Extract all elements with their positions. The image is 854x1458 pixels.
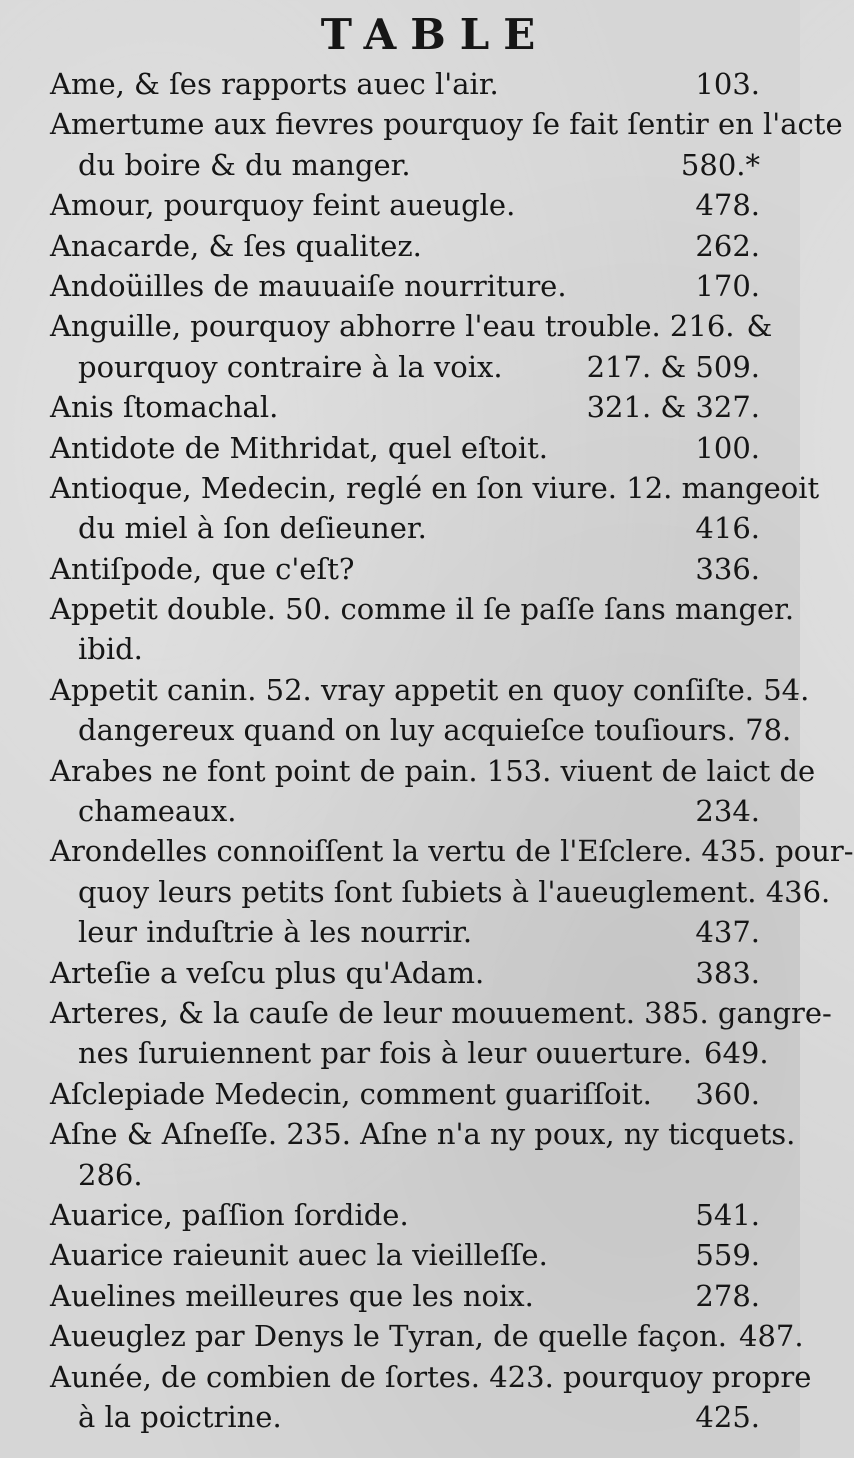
page-reference: 103. [695,67,760,101]
entry-line [50,226,760,266]
index-entry [50,468,820,549]
entry-continuation-line [50,791,760,831]
entry-text: leur induſtrie à les nourrir. [78,915,473,950]
entry-line [50,1357,812,1397]
entry-text: Amertume aux fievres pourquoy ſe fait ſentir en l'acte [50,107,843,142]
entry-text: 286. [78,1157,143,1192]
page-reference: 170. [695,268,760,303]
entry-line [50,1114,796,1154]
entry-line [50,549,760,589]
entry-line [50,1235,760,1275]
page-reference: & [746,309,773,344]
entry-line [50,185,760,225]
page-reference: 437. [695,915,760,950]
entry-text: nes ſuruiennent par fois à leur ouuerture. [78,1036,693,1071]
entry-line [50,751,816,791]
entry-line [50,468,820,508]
entry-line [50,1276,760,1316]
entry-text: Auarice, paſſion ſordide. [50,1197,409,1232]
entry-line [50,1074,760,1114]
entry-text: dangereux quand on luy acquieſce touſiours. 78. [78,713,792,748]
page-reference: 360. [695,1076,760,1111]
page-reference: 559. [695,1238,760,1273]
page-header: TABLE [320,10,550,59]
index-entry [50,589,795,670]
entry-continuation-line [50,710,792,750]
page-reference: 321. & 327. [586,390,760,425]
entry-text: ibid. [78,632,143,667]
index-entry [50,1357,812,1438]
page-reference: 383. [695,955,760,990]
entry-text: du boire & du manger. [78,147,411,182]
index-entry [50,306,773,387]
entry-continuation-line [50,1397,760,1437]
entry-line [50,64,760,104]
page-reference: 234. [695,794,760,829]
entry-continuation-line [50,1155,760,1195]
entry-text: à la poictrine. [78,1399,282,1434]
index-entry [50,1074,760,1114]
entry-continuation-line [50,347,760,387]
entry-line [50,306,773,346]
entry-text: Arabes ne font point de pain. 153. viuent de laict de [50,753,816,788]
entry-text: Aunée, de combien de ſortes. 423. pourquoy propre [50,1359,812,1394]
page-reference: 541. [695,1197,760,1232]
entry-text: Antiſpode, que c'eſt? [50,551,355,586]
entry-text: Arteres, & la cauſe de leur mouuement. 385. gangre- [50,995,832,1030]
entry-text: Arondelles connoiſſent la vertu de l'Eſclere. 435. pour- [50,834,854,869]
entry-text: Aſclepiade Medecin, comment guariſſoit. [50,1076,652,1111]
entry-text: Antidote de Mithridat, quel eſtoit. [50,430,548,465]
index-entry [50,831,854,952]
page-reference: 425. [695,1399,760,1434]
entry-continuation-line [50,145,760,185]
index-entry [50,64,760,104]
entry-text: Anacarde, & ſes qualitez. [50,228,422,263]
index-entry [50,226,760,266]
index-entry [50,993,832,1074]
page-reference: 278. [695,1278,760,1313]
page-reference: 217. & 509. [586,349,760,384]
entry-text: Auarice raieunit auec la vieilleſſe. [50,1238,548,1273]
entry-line [50,1195,760,1235]
page-reference: 580.* [680,147,760,182]
entry-text: Auelines meilleures que les noix. [50,1278,534,1313]
entry-text: Anguille, pourquoy abhorre l'eau trouble. 216. [50,309,735,344]
entry-text: chameaux. [78,794,237,829]
page-reference: 478. [695,188,760,223]
page-reference: 100. [695,430,760,465]
entry-text: Aueuglez par Denys le Tyran, de quelle façon. [50,1319,728,1354]
entry-text: Antioque, Medecin, reglé en ſon viure. 12. mangeoit [50,470,820,505]
entry-line [50,266,760,306]
entry-line [50,831,854,871]
entry-text: Arteſie a veſcu plus qu'Adam. [50,955,485,990]
page-reference: 487. [739,1319,804,1354]
index-entry [50,1235,760,1275]
index-entry [50,104,843,185]
index-entry [50,549,760,589]
entry-line [50,387,760,427]
entry-continuation-line [50,872,831,912]
page-reference: 336. [695,551,760,586]
entry-text: Ame, & ſes rapports auec l'air. [50,67,499,101]
entry-text: Aſne & Aſneſſe. 235. Aſne n'a ny poux, ny ticquets. [50,1117,796,1152]
entry-text: du miel à ſon deſieuner. [78,511,427,546]
entry-line [50,993,832,1033]
index-entry [50,1114,796,1195]
entry-continuation-line [50,508,760,548]
entry-text: Appetit canin. 52. vray appetit en quoy conſiſte. 54. [50,672,810,707]
entry-text: Amour, pourquoy feint aueugle. [50,188,516,223]
index-entry [50,1316,804,1356]
entry-continuation-line [50,629,760,669]
index-entry [50,185,760,225]
entry-line [50,1316,804,1356]
entry-text: Andoüilles de mauuaiſe nourriture. [50,268,567,303]
entry-line [50,104,843,144]
entry-text: Appetit double. 50. comme il ſe paſſe ſans manger. [50,592,795,627]
entry-continuation-line [50,912,760,952]
index-entry [50,387,760,427]
index-entry [50,428,760,468]
index-entry [50,1276,760,1316]
page-reference: 262. [695,228,760,263]
index-entry [50,1195,760,1235]
entry-line [50,670,810,710]
page-reference: 649. [704,1036,769,1071]
entry-line [50,428,760,468]
entry-continuation-line [50,1033,769,1073]
entry-text: Anis ſtomachal. [50,390,279,425]
page-reference: 416. [695,511,760,546]
index-entry [50,751,816,832]
index-entry [50,953,760,993]
index-entry [50,266,760,306]
entry-line [50,589,795,629]
entry-line [50,953,760,993]
entry-text: pourquoy contraire à la voix. [78,349,503,384]
entry-text: quoy leurs petits ſont ſubiets à l'aueuglement. 436. [78,874,831,909]
index-entries [50,64,854,1437]
index-entry [50,670,810,751]
